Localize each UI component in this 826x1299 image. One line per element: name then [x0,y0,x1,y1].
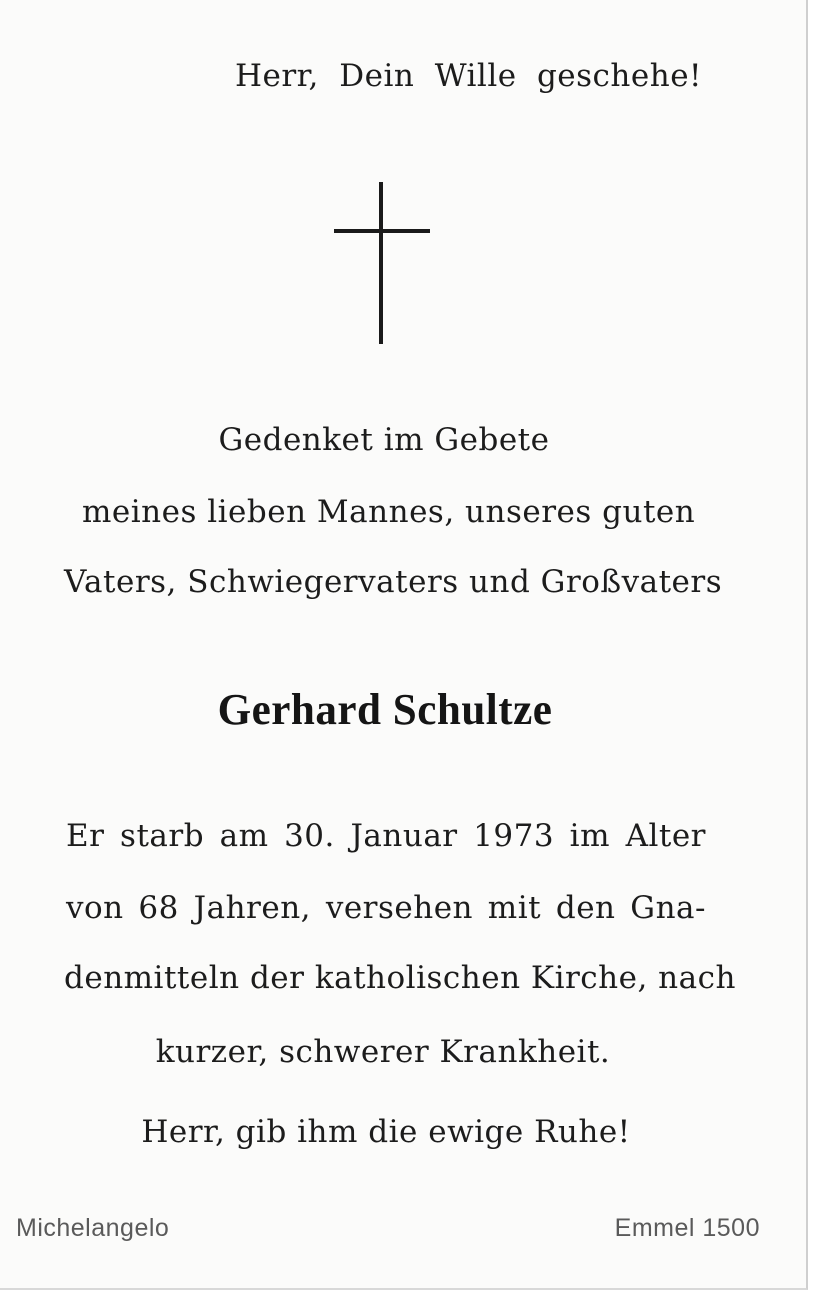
body-line-3: denmitteln der katholischen Kirche, nach [64,960,736,996]
body-line-4: kurzer, schwerer Krankheit. [155,1034,611,1070]
footer-artist: Michelangelo [16,1214,170,1242]
intro-line-1: Gedenket im Gebete [218,422,550,458]
motto-text: Herr, Dein Wille geschehe! [234,58,702,94]
footer-publisher: Emmel 1500 [614,1214,760,1242]
body-line-1: Er starb am 30. Januar 1973 im Alter [66,818,706,854]
intro-line-3: Vaters, Schwiegervaters und Großvaters [64,564,723,600]
closing-prayer: Herr, gib ihm die ewige Ruhe! [141,1114,631,1150]
cross-icon [334,182,430,344]
intro-line-2: meines lieben Mannes, unseres guten [82,494,696,530]
cross-horizontal-bar [334,229,430,233]
cross-vertical-bar [379,182,383,344]
body-line-2: von 68 Jahren, versehen mit den Gna- [66,890,706,926]
deceased-name: Gerhard Schultze [217,685,553,734]
